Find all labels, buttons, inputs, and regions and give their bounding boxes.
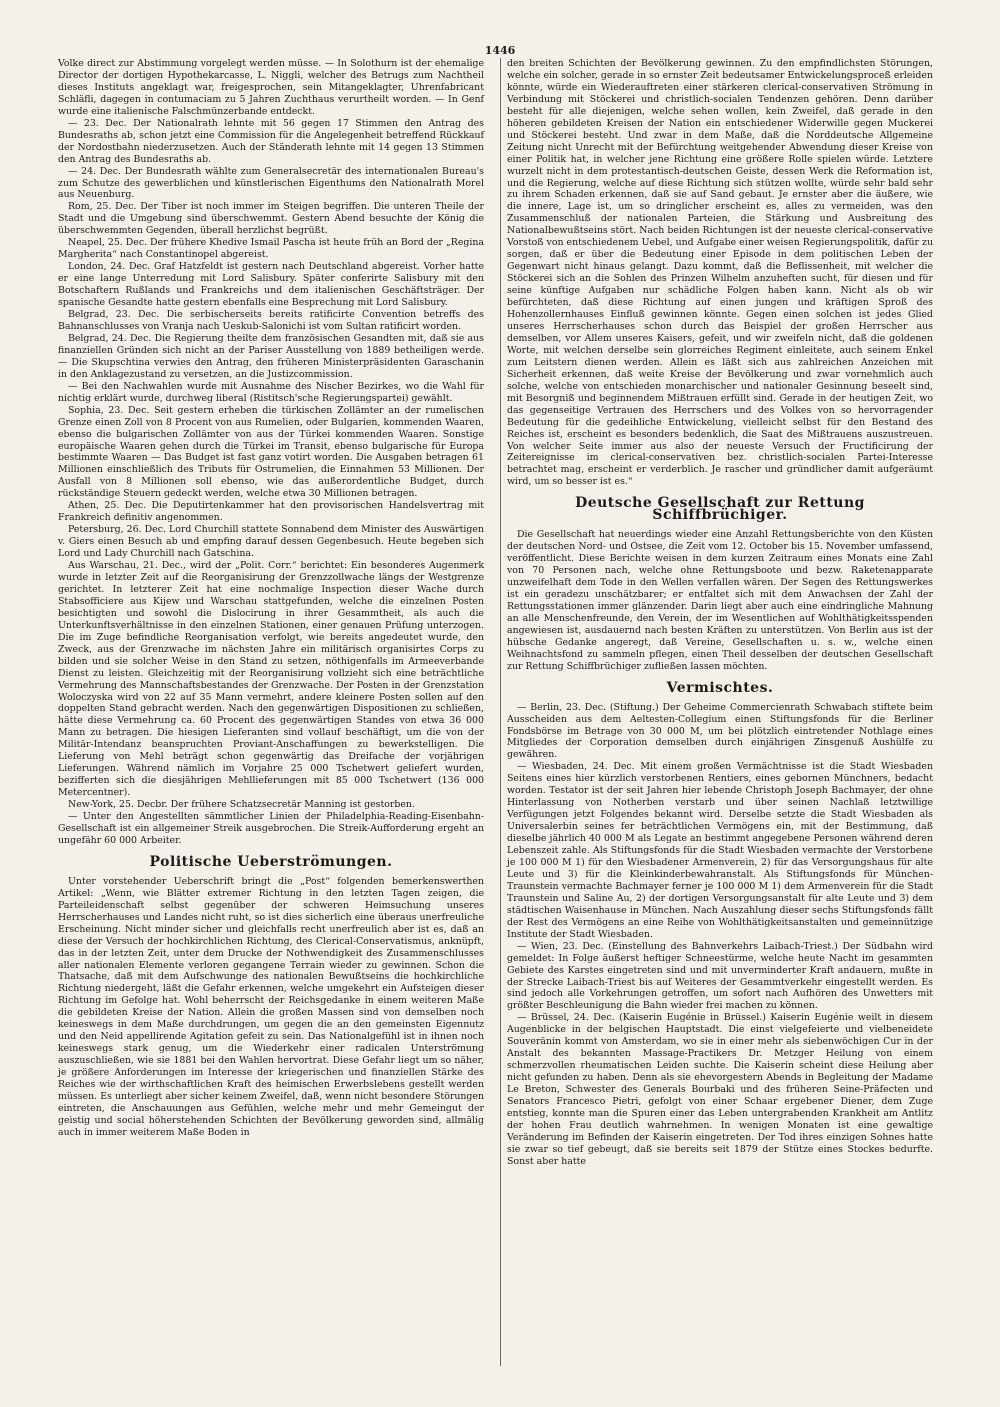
left-column: [58, 58, 484, 1139]
article-paragraph: den breiten Schichten der Bevölkerung gewinnen. Zu den empfindlichsten Störungen, welche ein solcher, gerade in so ernster Zeit bedeutsamer Entwickelungsproceß erleiden könnte, würde ein Wiederauftreten einer stärkeren clerical-conservativen Strömung in Verbindung mit Stöckerei und christlich-socialen Tendenzen gehören. Denn darüber besteht für alle diejenigen, welche sehen wollen, kein Zweifel, daß gerade in den höheren gebildeten Kreisen der Nation ein entschiedener Widerwille gegen Muckerei und Stöckerei besteht. Und zwar in dem Maße, daß die Norddeutsche Allgemeine Zeitung nicht Unrecht mit der Befürchtung weitgehender Abwendung dieser Kreise von einer Politik hat, in welcher jene Richtung eine größere Rolle spielen würde. Letztere wurzelt nicht in dem protestantisch-deutschen Geiste, dessen Werk die Reformation ist, und die Regierung, welche auf diese Richtung sich stützen wollte, würde sehr bald sehr zu ihrem Schaden erkennen, daß sie auf Sand gebaut. Je ernster aber die äußere, wie die innere, Lage ist, um so dringlicher erscheint es, alles zu vermeiden, was den Zusammenschluß der nationalen Parteien, die Stärkung und Ausbreitung des Nationalbewußtseins stört. Nach beiden Richtungen ist der neueste clerical-conservative Vorstoß von entschiedenem Uebel, und Aufgabe einer weisen Regierungspolitik, dafür zu sorgen, daß er über die Bedeutung einer Episode in dem politischen Leben der Gegenwart nicht hinaus gelangt. Dazu kommt, daß die Beflissenheit, mit welcher die Stöckerei sich an die Sohlen des Prinzen Wilhelm anzuheften sucht, für diesen und für seine künftige Aufgaben nur schädliche Folgen haben kann. Nicht als ob wir befürchteten, daß diese Richtung auf einen jungen und kräftigen Sproß des Hohenzollernhauses Einfluß gewinnen könnte. Gegen einen solchen ist jedes Glied unseres Herrscherhauses schon durch das Beispiel der großen Herrscher aus demselben, vor Allem unseres Kaisers, gefeit, und wir zweifeln nicht, daß die goldenen Worte, mit welchen derselbe sein glorreiches Regiment einleitete, auch seinem Enkel zum Leitstern dienen werden. Allein es läßt sich aus zahlreichen Anzeichen mit Sicherheit erkennen, daß weite Kreise der Bevölkerung und zwar vornehmlich auch solche, welche von entschieden monarchischer und nationaler Gesinnung beseelt sind, mit Besorgniß und beginnendem Mißtrauen erfüllt sind. Gerade in der heutigen Zeit, wo das gegenseitige Vertrauen des Herrschers und des Volkes von so hervorragender Bedeutung für die gedeihliche Entwickelung, vielleicht selbst für den Bestand des Reiches ist, erscheint es besonders bedenklich, die Saat des Mißtrauens auszustreuen. Von welcher Seite immer aus also der neueste Versuch der Fructificirung der Zeitereignisse im clerical-conservativen bez. christlich-socialen Partei-Interesse betrachtet mag, erscheint er verderblich. Je rascher und gründlicher damit aufgeräumt wird, um so besser ist es.“: [507, 58, 933, 488]
section-heading: [507, 495, 933, 524]
news-item: — Bei den Nachwahlen wurde mit Ausnahme des Nischer Bezirkes, wo die Wahl für nichtig erklärt wurde, durchweg liberal (Ristitsch'sche Regierungspartei) gewählt.: [58, 380, 484, 404]
column-divider: [500, 58, 501, 1366]
news-item: New-York, 25. Decbr. Der frühere Schatzsecretär Manning ist gestorben.: [68, 799, 415, 811]
news-item: — 23. Dec. Der Nationalrath lehnte mit 56 gegen 17 Stimmen den Antrag des Bundesraths ab, schon jetzt eine Commission für die Angelegenheit betreffend Rückkauf der Nordostbahn niederzusetzen. Auch der Ständerath lehnte mit 14 gegen 13 Stimmen den Antrag des Bundesraths ab.: [58, 117, 484, 165]
news-item: Belgrad, 24. Dec. Die Regierung theilte dem französischen Gesandten mit, daß sie aus finanziellen Gründen sich nicht an der Pariser Ausstellung von 1889 betheiligen werde. — Die Skupschtina verwies den Antrag, den früheren Ministerpräsidenten Garaschanin in den Anklagezustand zu versetzen, an die Justizcommission.: [58, 332, 484, 380]
section-heading: [58, 853, 484, 870]
right-column: [507, 58, 933, 1168]
news-item: Belgrad, 23. Dec. Die serbischerseits bereits ratificirte Convention betreffs des Bahnanschlusses von Vranja nach Ueskub-Salonichi ist vom Sultan ratificirt worden.: [58, 309, 484, 332]
news-item: — Wiesbaden, 24. Dec. Mit einem großen Vermächtnisse ist die Stadt Wiesbaden Seitens eines hier kürzlich verstorbenen Rentiers, eines gebornen Münchners, bedacht worden. Testator ist der seit Jahren hier lebende Christoph Joseph Bachmayer, der ohne Hinterlassung von Notherben verstarb und über seinen Nachlaß letztwillige Verfügungen jetzt Folgendes bekannt wird. Derselbe setzte die Stadt Wiesbaden als Universalerbin seines fer beträchtlichen Vermögens ein, mit der Bestimmung, daß dieselbe jährlich 40 000 M als Legate an bestimmt angegebene Personen während deren Lebenszeit zahle. Als Stiftungsfonds für die Stadt Wiesbaden vermachte der Verstorbene je 100 000 M 1) für den Wiesbadener Armenverein, 2) für das Versorgungshaus für alte Leute und 3) für die Kleinkinderbewahranstalt. Als Stiftungsfonds für München-Traunstein vermachte Bachmayer ferner je 100 000 M 1) dem Armenverein für die Stadt Traunstein und Saline Au, 2) der dortigen Versorgungsanstalt für alte Leute und 3) dem städtischen Waisenhause in München. Nach Auszahlung dieser sechs Stiftungsfonds fällt der Rest des Vermögens an eine Reihe von Wohlthätigkeitsanstalten und gemeinnützige Institute der Stadt Wiesbaden.: [507, 761, 933, 940]
article-paragraph: Die Gesellschaft hat neuerdings wieder eine Anzahl Rettungsberichte von den Küsten der deutschen Nord- und Ostsee, die Zeit vom 12. October bis 15. November umfassend, veröffentlicht. Diese Berichte weisen in dem kurzen Zeitraum eines Monats eine Zahl von 70 Personen nach, welche ohne Rettungsboote und bezw. Raketenapparate unzweifelhaft dem Tode in den Wellen verfallen wären. Der Segen des Rettungswerkes ist ein geradezu unschätzbarer; er entfaltet sich mit dem Anwachsen der Zahl der Rettungsstationen immer glänzender. Darin liegt aber auch eine eindringliche Mahnung an alle Menschenfreunde, den Verein, der im Wesentlichen auf Wohlthätigkeitsspenden angewiesen ist, ausdauernd nach besten Kräften zu unterstützen. Von Berlin aus ist der hübsche Gedanke angeregt, daß Vereine, Gesellschaften u. s. w., welche einen Weihnachtsfond zu sammeln pflegen, einen Theil desselben der deutschen Gesellschaft zur Rettung Schiffbrüchiger zufließen lassen möchten.: [507, 529, 933, 672]
section-title: Deutsche Gesellschaft zur Rettung Schiffbrüchiger.: [575, 495, 865, 524]
news-item: Petersburg, 26. Dec. Lord Churchill stattete Sonnabend dem Minister des Auswärtigen v. Giers einen Besuch ab und empfing darauf dessen Gegenbesuch. Heute begeben sich Lord und Lady Churchill nach Gatschina.: [58, 524, 484, 560]
news-item: Volke direct zur Abstimmung vorgelegt werden müsse. — In Solothurn ist der ehemalige Director der dortigen Hypothekarcasse, L. Niggli, welcher des Betrugs zum Nachtheil dieses Instituts angeklagt war, freigesprochen, sein Mitangeklagter, Uhrenfabricant Schläfli, dagegen in contumaciam zu 5 Jahren Zuchthaus verurtheilt worden. — In Genf wurde eine italienische Falschmünzerbande entdeckt.: [58, 58, 484, 117]
section-heading: [507, 679, 933, 696]
news-item: — Unter den Angestellten sämmtlicher Linien der Philadelphia-Reading-Eisenbahn-Gesellschaft ist ein allgemeiner Streik ausgebrochen. Die Streik-Aufforderung ergeht an ungefähr 60 000 Arbeiter.: [58, 811, 484, 846]
section-title: Politische Ueberströmungen.: [149, 853, 393, 870]
news-item: Aus Warschau, 21. Dec., wird der „Polit. Corr.“ berichtet: Ein besonderes Augenmerk wurde in letzter Zeit auf die Reorganisirung der Grenzzollwache längs der Westgrenze gerichtet. In letzterer Zeit hat eine nochmalige Inspection dieser Wache durch Stabsofficiere aus Kijew und Warschau stattgefunden, welche die einzelnen Posten besichtigten und sowohl die Dislocirung in ihrer Gesammtheit, als auch die Unterkunftsverhältnisse in den einzelnen Stationen, einer genauen Prüfung unterzogen. Die im Zuge befindliche Reorganisation verfolgt, wie bereits angedeutet wurde, den Zweck, aus der Grenzwache im nächsten Jahre ein militärisch organisirtes Corps zu bilden und sie solcher Weise in den Stand zu setzen, nöthigenfalls im Armeeverbande Dienst zu leisten. Gleichzeitig mit der Reorganisirung vollzieht sich eine beträchtliche Vermehrung des Mannschaftsbestandes der Grenzwache. Der Posten in der Grenzstation Woloczyska wird von 22 auf 35 Mann vermehrt, andere kleinere Posten sollen auf den doppelten Stand gebracht werden. Nach den gegenwärtigen Dispositionen zu schließen, hätte diese Vermehrung ca. 60 Procent des gegenwärtigen Standes von etwa 36 000 Mann zu betragen. Die hiesigen Lieferanten sind vollauf beschäftigt, um die von der Militär-Intendanz beanspruchten Proviant-Anschaffungen zu bewerkstelligen. Die Lieferung von Mehl beträgt schon gegenwärtig das Dreifache der vorjährigen Lieferungen. Während nämlich im Vorjahre 25 000 Tschetwert geliefert wurden, bezifferten sich die diesjährigen Mehllieferungen mit 85 000 Tschetwert (136 000 Metercentner).: [58, 560, 484, 799]
news-item: Rom, 25. Dec. Der Tiber ist noch immer im Steigen begriffen. Die unteren Theile der Stadt und die Umgebung sind überschwemmt. Gestern Abend besuchte der König die überschwemmten Gegenden, überall herzlichst begrüßt.: [58, 201, 484, 237]
news-item: Athen, 25. Dec. Die Deputirtenkammer hat den provisorischen Handelsvertrag mit Frankreich definitiv angenommen.: [58, 500, 484, 524]
section-title: Vermischtes.: [666, 679, 774, 696]
news-item: — Wien, 23. Dec. (Einstellung des Bahnverkehrs Laibach-Triest.) Der Südbahn wird gemeldet: In Folge äußerst heftiger Schneestürme, welche heute Nacht im gesammten Gebiete des Karstes eingetreten sind und mit unverminderter Kraft andauern, mußte in der Strecke Laibach-Triest bis auf Weiteres der Gesammtverkehr eingestellt werden. Es sind jedoch alle Vorkehrungen getroffen, um sofort nach Aufhören des Unwetters mit größter Beschleunigung die Bahn wieder frei machen zu können.: [507, 940, 933, 1012]
news-item: London, 24. Dec. Graf Hatzfeldt ist gestern nach Deutschland abgereist. Vorher hatte er eine lange Unterredung mit Lord Salisbury. Später conferirte Salisbury mit den Botschaftern Rußlands und Frankreichs und dem italienischen Geschäftsträger. Der spanische Gesandte hatte gestern ebenfalls eine Besprechung mit Lord Salisbury.: [58, 261, 484, 309]
news-item: — Brüssel, 24. Dec. (Kaiserin Eugénie in Brüssel.) Kaiserin Eugénie weilt in diesem Augenblicke in der belgischen Hauptstadt. Die einst vielgefeierte und vielbeneidete Souveränin kommt von Amsterdam, wo sie in einer mehr als siebenwöchigen Cur in der Anstalt des bekannten Massage-Practikers Dr. Metzger Heilung von einem schmerzvollen rheumatischen Leiden suchte. Die Kaiserin scheint diese Heilung aber nicht gefunden zu haben. Denn als sie ehevorgestern Abends in Begleitung der Madame Le Breton, Schwester des Generals Bourbaki und des früheren Seine-Präfecten und Senators Francesco Pietri, gefolgt von einer Schaar ergebener Diener, dem Zuge entstieg, konnte man die Spuren einer das Leben untergrabenden Krankheit am Antlitz der hohen Frau deutlich wahrnehmen. In wenigen Monaten ist eine gewaltige Veränderung im Befinden der Kaiserin eingetreten. Der Tod ihres einzigen Sohnes hatte sie zwar so tief gebeugt, daß sie bereits seit 1879 der Stütze eines Stockes bedurfte. Sonst aber hatte: [507, 1012, 933, 1167]
news-item: — 24. Dec. Der Bundesrath wählte zum Generalsecretär des internationalen Bureau's zum Schutze des gewerblichen und künstlerischen Eigenthums den Nationalrath Morel aus Neuenburg.: [58, 165, 484, 201]
news-item: — Berlin, 23. Dec. (Stiftung.) Der Geheime Commercienrath Schwabach stiftete beim Ausscheiden aus dem Aeltesten-Collegium einen Stiftungsfonds für die Berliner Fondsbörse im Betrage von 30 000 M, um bei plötzlich eintretender Nothlage eines Mitgliedes der Corporation demselben durch einjährigen Zinsgenuß Aushülfe zu gewähren.: [507, 701, 933, 761]
news-item: Neapel, 25. Dec. Der frühere Khedive Ismail Pascha ist heute früh an Bord der „Regina Margherita“ nach Constantinopel abgereist.: [58, 237, 484, 261]
page-number: 1446: [484, 44, 516, 57]
article-paragraph: Unter vorstehender Ueberschrift bringt die „Post“ folgenden bemerkenswerthen Artikel: „Wenn, wie Blätter extremer Richtung in den letzten Tagen zeigen, die Parteileidenschaft selbst gegenüber der schweren Heimsuchung unseres Herrscherhauses und Landes nicht ruht, so ist dies sicherlich eine überaus unerfreuliche Erscheinung. Nicht minder sicher und gleichfalls recht unerfreulich aber ist es, daß an diese der Versuch der hochkirchlichen Richtung, des Clerical-Conservatismus, anknüpft, das in der letzten Zeit, unter dem Drucke der Nothwendigkeit des Zusammenschlusses aller nationalen Elemente verloren gegangene Terrain wieder zu gewinnen. Schon die Thatsache, daß mit dem Aufschwunge des nationalen Bewußtseins die hochkirchliche Richtung niedergeht, läßt die Gefahr erkennen, welche umgekehrt ein Aufsteigen dieser Richtung im Gefolge hat. Wohl beherrscht der Reichsgedanke in einem weiteren Maße die gebildeten Kreise der Nation. Allein die großen Massen sind von demselben noch keineswegs in dem Maße durchdrungen, um gegen die an den gemeinsten Eigennutz und den Neid appellirende Agitation gefeit zu sein. Das Nationalgefühl ist in ihnen noch keineswegs stark genug, um die Wiederkehr einer radicalen Unterströmung auszuschließen, wie sie 1881 bei den Wahlen hervortrat. Diese Gefahr liegt um so näher, je größere Anforderungen im Interesse der kriegerischen und finanziellen Stärke des Reiches wie der wirthschaftlichen Kraft des heimischen Erwerbslebens gestellt werden müssen. Es unterliegt aber sicher keinem Zweifel, daß, wenn nicht besondere Störungen eintreten, die Anschauungen aus Gefühlen, welche mehr und mehr Gemeingut der geistig und social höherstehenden Schichten der Bevölkerung geworden sind, allmälig auch in immer weiterem Maße Boden in: [58, 875, 484, 1138]
news-item: Sophia, 23. Dec. Seit gestern erheben die türkischen Zollämter an der rumelischen Grenze einen Zoll von 8 Procent von aus Rumelien, oder Bulgarien, kommenden Waaren, ebenso die bulgarischen Zollämter von aus der Türkei kommenden Waaren. Sonstige europäische Waaren gehen durch die Türkei im Transit, ebenso bulgarische für Europa bestimmte Waaren — Das Budget ist fast ganz votirt worden. Die Ausgaben betragen 61 Millionen einschließlich des Tributs für Ostrumelien, die Einnahmen 53 Millionen. Der Ausfall von 8 Millionen soll ebenso, wie das außerordentliche Budget, durch rückständige Steuern gedeckt werden, welche etwa 30 Millionen betragen.: [58, 404, 484, 500]
